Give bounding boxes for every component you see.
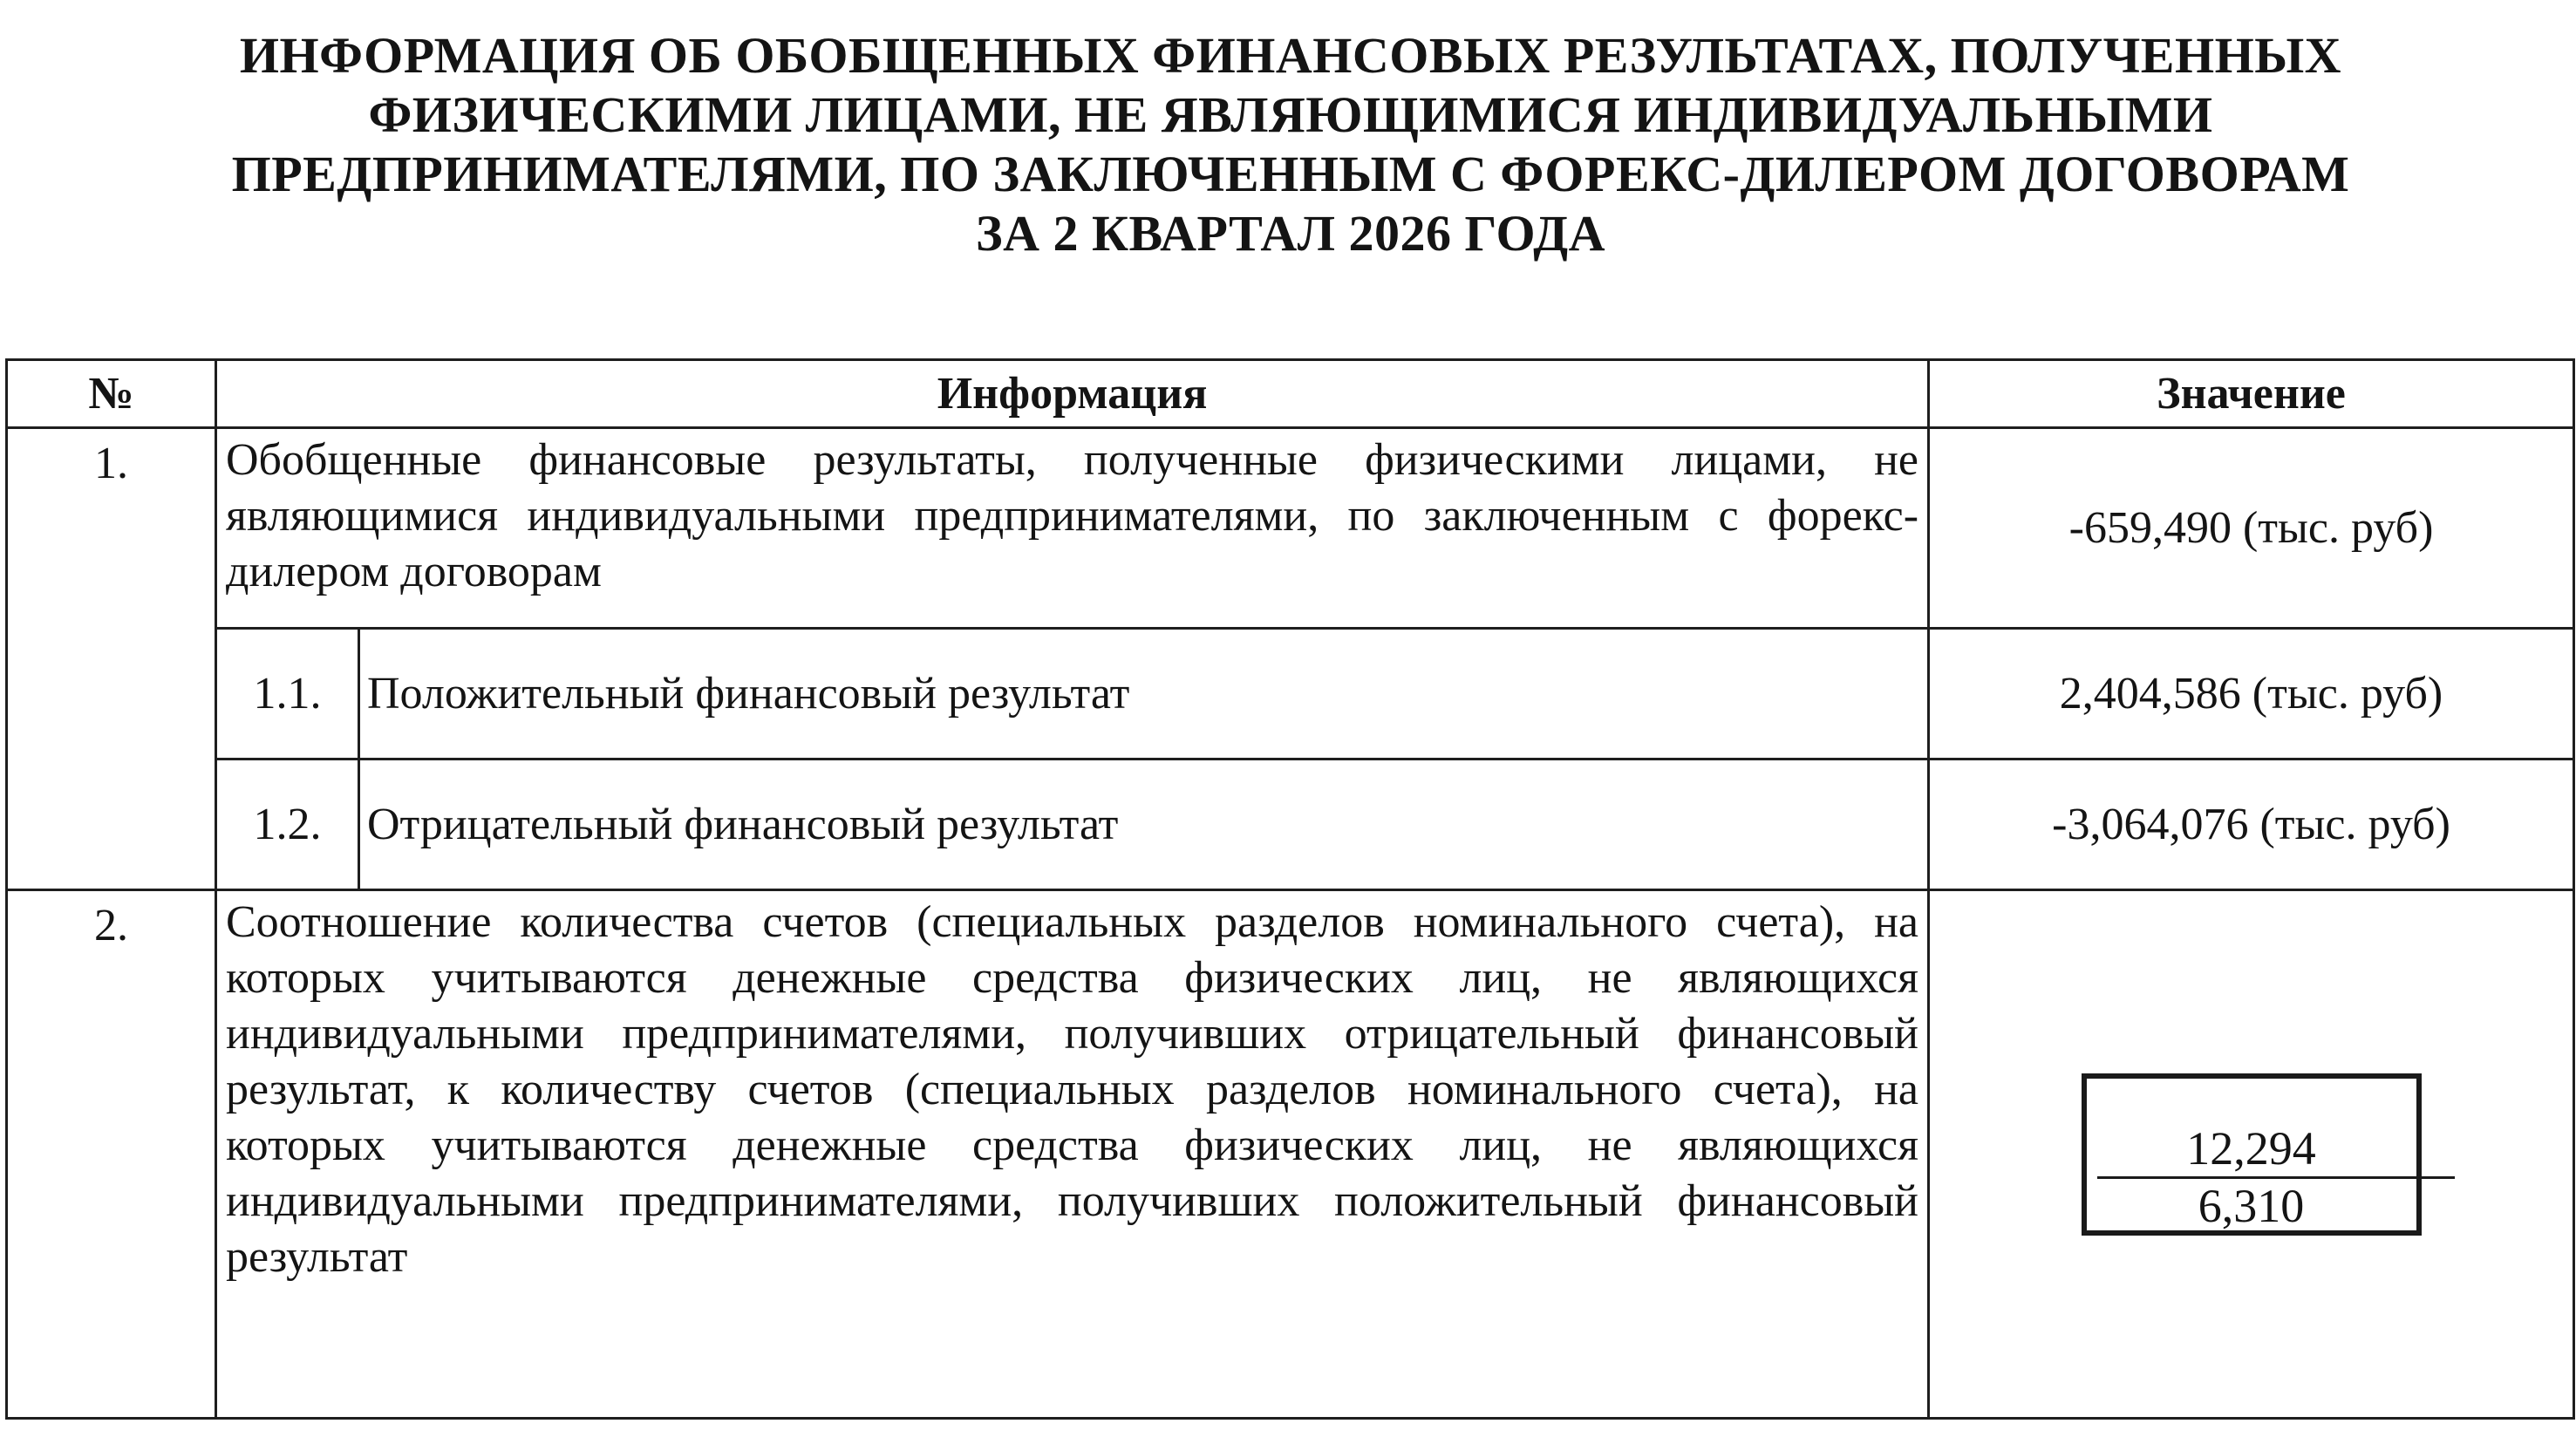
header-info: Информация	[216, 360, 1929, 428]
ratio-value-cell	[1929, 890, 2574, 1419]
row-info-text: Обобщенные финансовые результаты, полученные физическими лицами, не являющимися индивидуальными предпринимателями, по заключенным с форекс-дилером договорам	[216, 428, 1929, 629]
title-line-3: ПРЕДПРИНИМАТЕЛЯМИ, ПО ЗАКЛЮЧЕННЫМ С ФОРЕКС-ДИЛЕРОМ ДОГОВОРАМ	[231, 146, 2350, 202]
row-info-text: Соотношение количества счетов (специальных разделов номинального счета), на которых учитываются денежные средства физических лиц, не являющихся индивидуальными предпринимателями, получивших отрицательный финансовый результат, к количеству счетов (специальных разделов номинального счета), на которых учитываются денежные средства физических лиц, не являющихся индивидуальными предпринимателями, получивших положительный финансовый результат	[216, 890, 1929, 1419]
table-row	[7, 629, 2574, 759]
table-row	[7, 890, 2574, 1419]
row-value: -659,490 (тыс. руб)	[1929, 428, 2574, 629]
header-value: Значение	[1929, 360, 2574, 428]
row-value: -3,064,076 (тыс. руб)	[1929, 759, 2574, 890]
table-row	[7, 759, 2574, 890]
title-line-1: ИНФОРМАЦИЯ ОБ ОБОБЩЕННЫХ ФИНАНСОВЫХ РЕЗУЛЬТАТАХ, ПОЛУЧЕННЫХ	[239, 27, 2342, 84]
title-line-4: ЗА 2 КВАРТАЛ 2026 ГОДА	[976, 205, 1605, 262]
sub-row-number: 1.2.	[216, 759, 359, 890]
title-line-2: ФИЗИЧЕСКИМИ ЛИЦАМИ, НЕ ЯВЛЯЮЩИМИСЯ ИНДИВИДУАЛЬНЫМИ	[368, 86, 2213, 143]
results-table	[5, 358, 2575, 1420]
sub-row-info-text: Отрицательный финансовый результат	[359, 759, 1929, 890]
sub-row-number: 1.1.	[216, 629, 359, 759]
row-number: 1.	[7, 428, 216, 890]
ratio-fraction-box	[2082, 1073, 2422, 1236]
sub-row-info-text: Положительный финансовый результат	[359, 629, 1929, 759]
row-number: 2.	[7, 890, 216, 1419]
document-title	[105, 26, 2477, 263]
row-value: 2,404,586 (тыс. руб)	[1929, 629, 2574, 759]
table-row	[7, 428, 2574, 629]
ratio-numerator: 12,294	[2186, 1121, 2316, 1175]
fraction-bar	[2097, 1176, 2455, 1179]
ratio-denominator: 6,310	[2198, 1179, 2305, 1232]
table-header-row	[7, 360, 2574, 428]
header-number: №	[7, 360, 216, 428]
